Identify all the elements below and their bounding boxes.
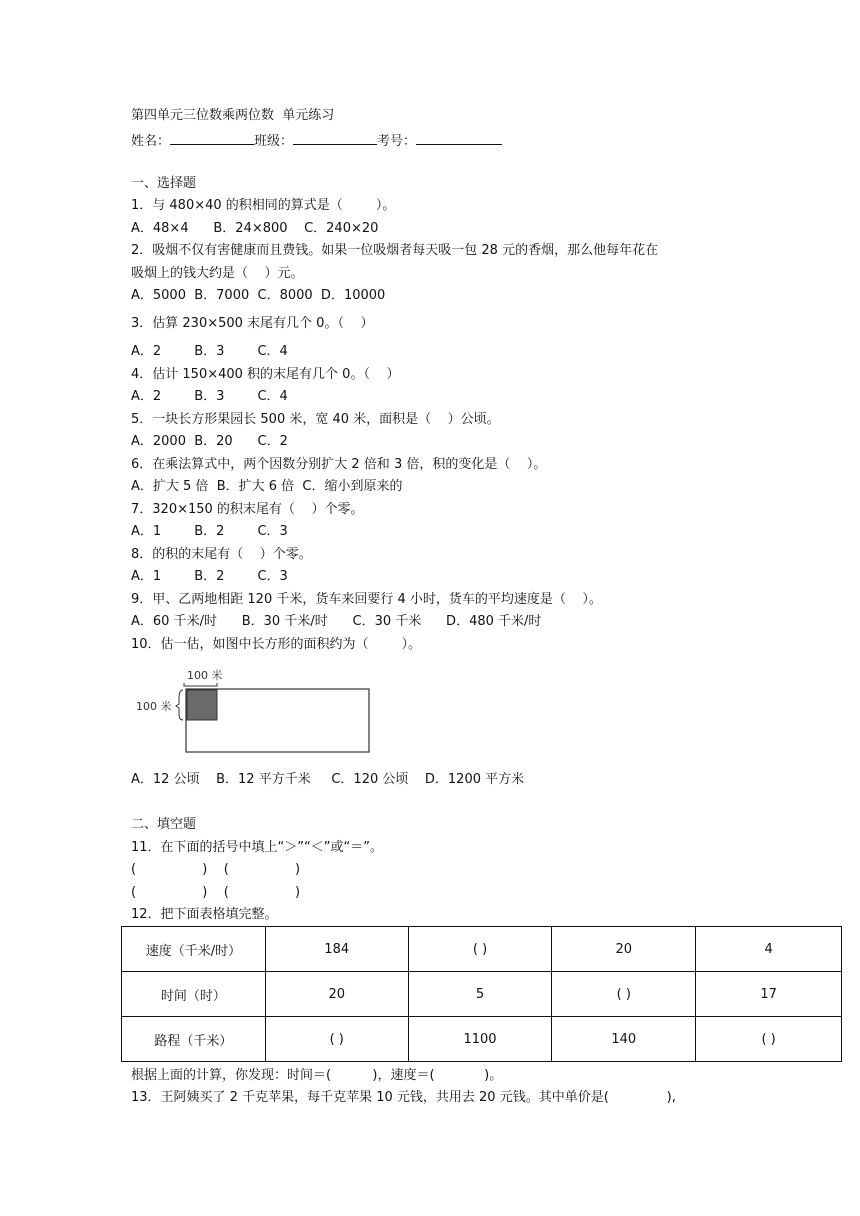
question-5-options: A．2000 B．20 C．2 [131, 434, 288, 449]
figure-left-label: 100 米 [136, 700, 172, 713]
question-10: 10．估一估，如图中长方形的面积约为（ ）。 [131, 637, 422, 652]
shaded-square [187, 690, 217, 720]
table-cell: 1100 [408, 1017, 552, 1062]
question-12: 12．把下面表格填完整。 [131, 907, 278, 922]
question-2-line-1: 2．吸烟不仅有害健康而且费钱。如果一位吸烟者每天吸一包 28 元的香烟，那么他每年花在 [131, 243, 659, 258]
figure-top-label: 100 米 [187, 669, 223, 682]
class-blank[interactable] [293, 131, 377, 145]
figure-left-brace [176, 690, 183, 720]
table-cell[interactable]: ( ) [696, 1017, 842, 1062]
question-3-options: A．2 B．3 C．4 [131, 344, 288, 359]
table-cell: 140 [552, 1017, 696, 1062]
name-label: 姓名： [131, 134, 171, 149]
table-cell: 速度（千米/时） [122, 927, 266, 972]
table-cell[interactable]: ( ) [265, 1017, 408, 1062]
question-9: 9．甲、乙两地相距 120 千米，货车来回要行 4 小时，货车的平均速度是（ ）。 [131, 592, 602, 607]
question-4: 4．估计 150×400 积的末尾有几个 0。（ ） [131, 367, 400, 382]
question-13: 13．王阿姨买了 2 千克苹果，每千克苹果 10 元钱，共用去 20 元钱。其中单价是( ), [131, 1090, 676, 1105]
question-7-options: A．1 B．2 C．3 [131, 524, 288, 539]
table-cell[interactable]: ( ) [552, 972, 696, 1017]
question-10-options: A．12 公顷 B．12 平方千米 C．120 公顷 D．1200 平方米 [131, 772, 525, 787]
question-11-row-1[interactable]: ( ) ( ) [131, 862, 301, 877]
question-12-conclusion: 根据上面的计算，你发现：时间＝( )，速度＝( )。 [131, 1068, 503, 1083]
question-2-options: A．5000 B．7000 C．8000 D．10000 [131, 288, 386, 303]
question-1-options: A．48×4 B．24×800 C．240×20 [131, 221, 379, 236]
table-cell: 时间（时） [122, 972, 266, 1017]
id-label: 考号： [377, 134, 417, 149]
question-1: 1．与 480×40 的积相同的算式是（ ）。 [131, 198, 396, 213]
name-blank[interactable] [170, 131, 254, 145]
question-8: 8．的积的末尾有（ ）个零。 [131, 547, 312, 562]
figure-top-brace [184, 683, 217, 686]
question-2-line-2: 吸烟上的钱大约是（ ）元。 [131, 266, 304, 281]
question-6: 6．在乘法算式中，两个因数分别扩大 2 倍和 3 倍，积的变化是（ ）。 [131, 457, 547, 472]
id-blank[interactable] [416, 131, 502, 145]
question-8-options: A．1 B．2 C．3 [131, 569, 288, 584]
table-row [122, 927, 842, 972]
table-cell: 5 [408, 972, 552, 1017]
rectangle-figure [133, 664, 373, 756]
table-cell: 20 [265, 972, 408, 1017]
table-cell: 17 [696, 972, 842, 1017]
question-3: 3．估算 230×500 末尾有几个 0。（ ） [131, 316, 374, 331]
question-6-options: A．扩大 5 倍 B．扩大 6 倍 C．缩小到原来的 [131, 479, 403, 494]
table-row [122, 1017, 842, 1062]
table-cell: 184 [265, 927, 408, 972]
question-11-row-2[interactable]: ( ) ( ) [131, 885, 301, 900]
table-cell[interactable]: ( ) [408, 927, 552, 972]
speed-time-distance-table [121, 926, 842, 1062]
section-title-fill: 二、填空题 [131, 817, 197, 832]
question-9-options: A．60 千米/时 B．30 千米/时 C．30 千米 D．480 千米/时 [131, 614, 542, 629]
section-title-choice: 一、选择题 [131, 176, 197, 191]
question-4-options: A．2 B．3 C．4 [131, 389, 288, 404]
table-row [122, 972, 842, 1017]
table-cell: 4 [696, 927, 842, 972]
table-cell: 路程（千米） [122, 1017, 266, 1062]
table-cell: 20 [552, 927, 696, 972]
question-5: 5．一块长方形果园长 500 米，宽 40 米，面积是（ ）公顷。 [131, 412, 500, 427]
page-title: 第四单元三位数乘两位数 单元练习 [131, 108, 335, 123]
question-7: 7．320×150 的积末尾有（ ）个零。 [131, 502, 364, 517]
student-info-line [131, 131, 502, 150]
question-11: 11．在下面的括号中填上“＞”“＜”或“＝”。 [131, 840, 383, 855]
class-label: 班级： [254, 134, 294, 149]
